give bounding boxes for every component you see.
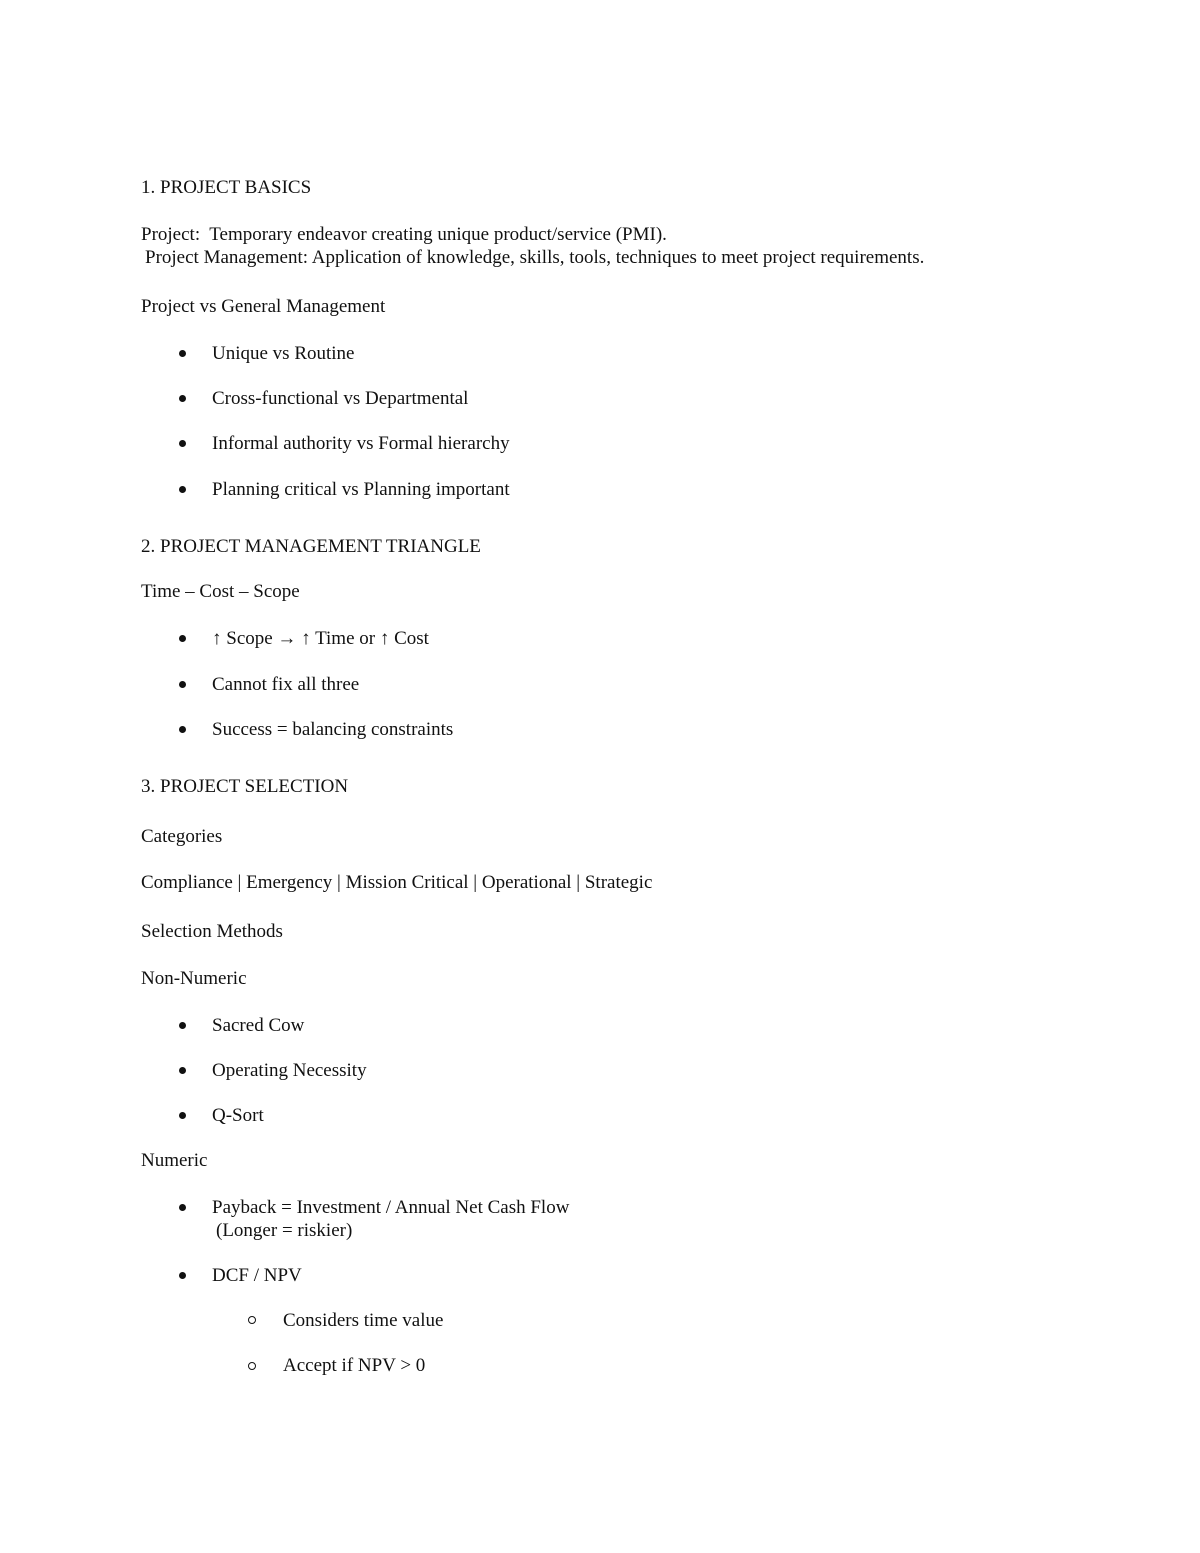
subheading: Project vs General Management: [141, 296, 386, 317]
bullet-icon: [179, 1067, 186, 1074]
categories-line: Compliance | Emergency | Mission Critical | Operational | Strategic: [141, 872, 653, 893]
list-item: ↑ Scope → ↑ Time or ↑ Cost: [212, 628, 429, 649]
list-item-continuation: (Longer = riskier): [216, 1220, 353, 1241]
section-heading: 2. PROJECT MANAGEMENT TRIANGLE: [141, 536, 481, 557]
list-item: Sacred Cow: [212, 1015, 305, 1036]
list-item: Q-Sort: [212, 1105, 264, 1126]
subheading: Time – Cost – Scope: [141, 581, 300, 602]
sub-list-item: Considers time value: [283, 1310, 444, 1331]
bullet-icon: [179, 635, 186, 642]
bullet-icon: [179, 1112, 186, 1119]
list-item: Operating Necessity: [212, 1060, 367, 1081]
bullet-icon: [179, 1022, 186, 1029]
list-item: Planning critical vs Planning important: [212, 479, 510, 500]
sub-list-item: Accept if NPV > 0: [283, 1355, 426, 1376]
bullet-icon: [179, 726, 186, 733]
bullet-icon: [179, 1272, 186, 1279]
subheading: Selection Methods: [141, 921, 283, 942]
list-item: Payback = Investment / Annual Net Cash Flow: [212, 1197, 570, 1218]
list-item: Unique vs Routine: [212, 343, 355, 364]
bullet-icon: [179, 1204, 186, 1211]
subheading: Non-Numeric: [141, 968, 247, 989]
list-item: Cross-functional vs Departmental: [212, 388, 469, 409]
bullet-icon: [179, 440, 186, 447]
bullet-icon: [179, 350, 186, 357]
section-heading: 3. PROJECT SELECTION: [141, 776, 349, 797]
subheading: Numeric: [141, 1150, 208, 1171]
bullet-icon: [179, 681, 186, 688]
list-item: DCF / NPV: [212, 1265, 302, 1286]
sub-bullet-icon: [248, 1316, 256, 1324]
list-item: Cannot fix all three: [212, 674, 360, 695]
bullet-icon: [179, 486, 186, 493]
section-heading: 1. PROJECT BASICS: [141, 177, 312, 198]
sub-bullet-icon: [248, 1362, 256, 1370]
pm-definition: Project Management: Application of knowledge, skills, tools, techniques to meet project requirements.: [145, 247, 925, 268]
project-definition: Project: Temporary endeavor creating unique product/service (PMI).: [141, 224, 667, 245]
list-item: Success = balancing constraints: [212, 719, 454, 740]
list-item: Informal authority vs Formal hierarchy: [212, 433, 510, 454]
subheading: Categories: [141, 826, 223, 847]
bullet-icon: [179, 395, 186, 402]
